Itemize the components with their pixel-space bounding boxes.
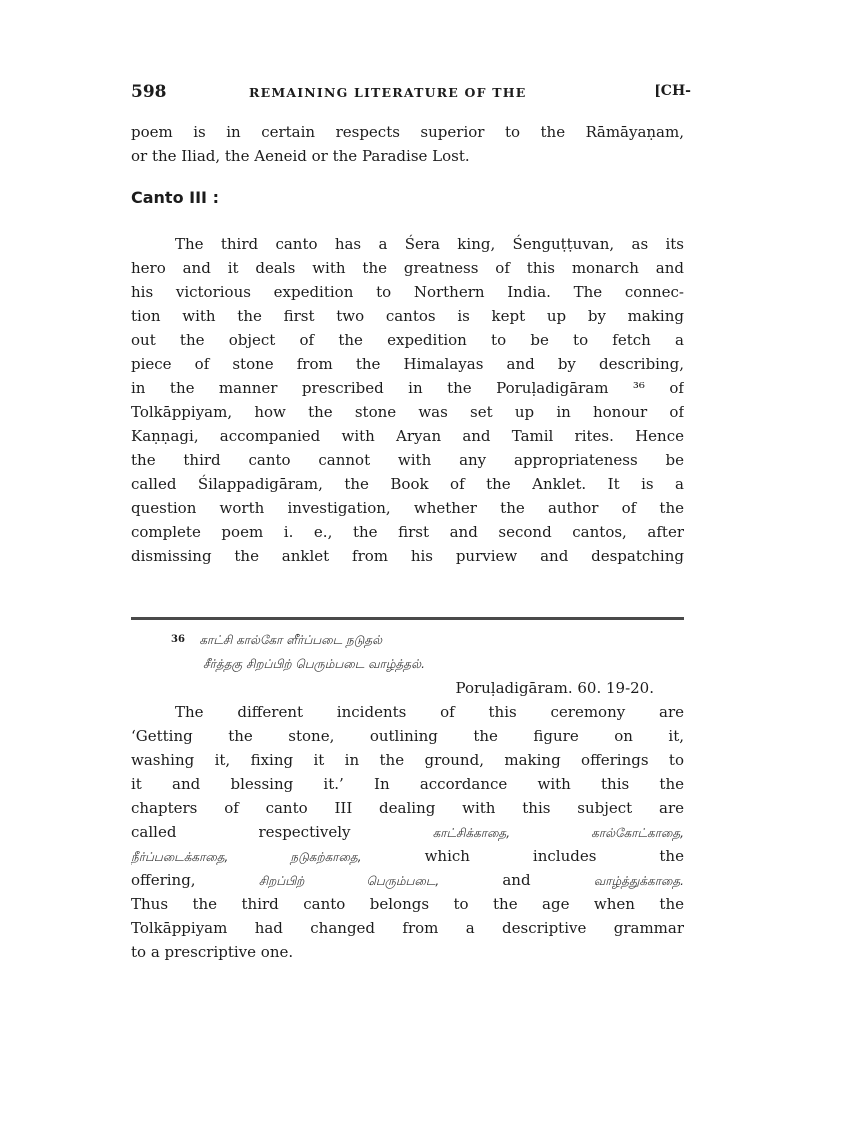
- text-fragment: and: [502, 871, 531, 889]
- text-line: question worth investigation, whether the author of the: [131, 499, 684, 517]
- intro-paragraph: [131, 120, 684, 168]
- text-line: or the Iliad, the Aeneid or the Paradise Lost.: [131, 147, 470, 165]
- footnote-text-line: [131, 868, 684, 892]
- tamil-chapter-names: சிறப்பிற் பெரும்படை,: [258, 874, 440, 888]
- page-number: 598: [131, 82, 167, 102]
- footnote-text-line: ‘Getting the stone, outlining the figure on it,: [131, 727, 684, 745]
- footnote-citation: Poruḷadigāram. 60. 19-20.: [455, 679, 654, 697]
- footnote-text-line: it and blessing it.’ In accordance with this the: [131, 775, 684, 793]
- footnote-text-line: [131, 820, 684, 844]
- text-line: his victorious expedition to Northern India. The connec-: [131, 283, 684, 301]
- text-line: complete poem i. e., the first and second cantos, after: [131, 523, 684, 541]
- footnote: [131, 628, 684, 964]
- text-line: the third canto cannot with any appropriateness be: [131, 451, 684, 469]
- text-line: hero and it deals with the greatness of this monarch and: [131, 259, 684, 277]
- footnote-text-line: [131, 844, 684, 868]
- text-line: The third canto has a Śera king, Śenguṭṭuvan, as its: [175, 235, 684, 253]
- footnote-text-line: The different incidents of this ceremony are: [175, 703, 684, 721]
- footnote-marker: 36: [171, 634, 185, 645]
- tamil-chapter-names: வாழ்த்துக்காதை.: [593, 874, 684, 888]
- text-fragment: offering,: [131, 871, 196, 889]
- text-line: called Śilappadigāram, the Book of the Anklet. It is a: [131, 475, 684, 493]
- running-title: REMAINING LITERATURE OF THE: [249, 85, 527, 100]
- text-line: piece of stone from the Himalayas and by describing,: [131, 355, 684, 373]
- text-line: Tolkāppiyam, how the stone was set up in honour of: [131, 403, 684, 421]
- section-heading: Canto III :: [131, 188, 219, 207]
- tamil-chapter-names: நீர்ப்படைக்காதை, நடுகற்காதை,: [131, 850, 362, 864]
- running-head: [131, 82, 691, 106]
- footnote-text-line: washing it, fixing it in the ground, making offerings to: [131, 751, 684, 769]
- footnote-text-line: Thus the third canto belongs to the age when the: [131, 895, 684, 913]
- text-fragment: called respectively: [131, 823, 351, 841]
- text-line: poem is in certain respects superior to the Rāmāyaṇam,: [131, 123, 684, 141]
- footnote-text-line: chapters of canto III dealing with this subject are: [131, 799, 684, 817]
- text-fragment: which includes the: [424, 847, 684, 865]
- text-line: tion with the first two cantos is kept up by making: [131, 307, 684, 325]
- chapter-tag: [CH-: [654, 83, 691, 99]
- text-line: in the manner prescribed in the Poruḷadigāram ³⁶ of: [131, 379, 684, 397]
- footnote-text-line: Tolkāppiyam had changed from a descriptive grammar: [131, 919, 684, 937]
- footnote-divider: [131, 617, 684, 620]
- text-line: dismissing the anklet from his purview and despatching: [131, 547, 684, 565]
- footnote-text-line: to a prescriptive one.: [131, 943, 294, 961]
- main-paragraph: [131, 232, 684, 568]
- tamil-chapter-names: காட்சிக்காதை, கால்கோட்காதை,: [432, 826, 684, 840]
- tamil-verse-line: சீர்த்தகு சிறப்பிற் பெரும்படை வாழ்த்தல்.: [203, 657, 425, 671]
- text-line: Kaṇṇagi, accompanied with Aryan and Tamil rites. Hence: [131, 427, 684, 445]
- tamil-verse-line: காட்சி கால்கோ ளீர்ப்படை நடுதல்: [199, 633, 383, 647]
- text-line: out the object of the expedition to be to fetch a: [131, 331, 684, 349]
